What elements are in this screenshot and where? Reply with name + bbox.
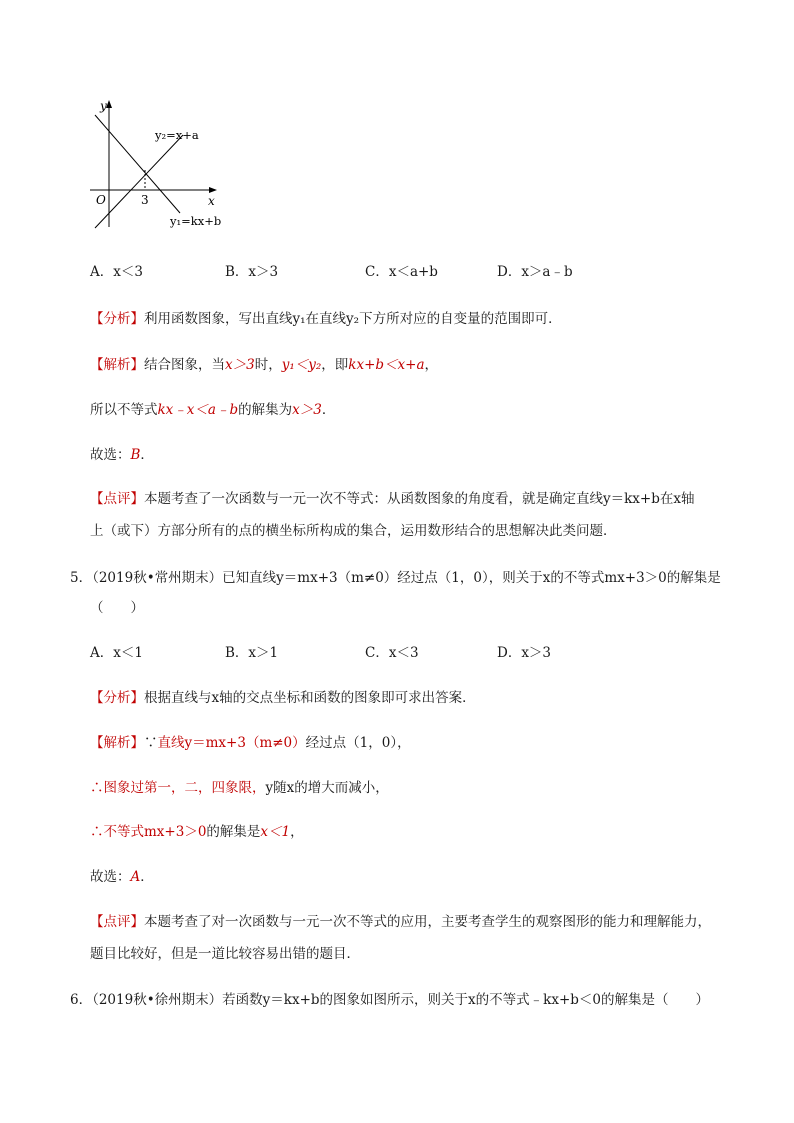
q4-answer — [90, 445, 154, 465]
q5-option-b: B．x＞1 — [225, 645, 279, 661]
q5-fenxi-text: 根据直线与x轴的交点坐标和函数的图象即可求出答案． — [144, 690, 476, 706]
q5-option-d: D．x＞3 — [497, 645, 552, 661]
x-axis-label: x — [208, 194, 215, 208]
q4-so-line — [90, 400, 335, 420]
so-c: ． — [321, 402, 336, 418]
jiexi-tag: 【解析】 — [90, 357, 144, 373]
q5-stem-paren: （ ） — [90, 600, 144, 616]
q5-dianping-text-1: 本题考查了对一次函数与一元一次不等式的应用，主要考查学生的观察图形的能力和理解能力， — [144, 914, 711, 930]
q6-stem-text: （2019秋•徐州期末）若函数y＝kx+b的图象如图所示，则关于x的不等式﹣kx+b＜0的解集是（ ） — [92, 992, 709, 1008]
q6-stem — [70, 990, 709, 1010]
q5-fenxi-tag: 【分析】 — [90, 690, 144, 706]
q5-line2-rest: y随x的增大而减小， — [265, 780, 389, 796]
y-axis-arrow — [106, 100, 112, 108]
q5-dianping-2: 题目比较好，但是一道比较容易出错的题目． — [90, 946, 360, 962]
q5-line2-red: ∴图象过第一，二，四象限， — [90, 780, 266, 796]
function-graph — [85, 95, 235, 235]
q5-line2 — [90, 778, 389, 798]
q5-stem-text: （2019秋•常州期末）已知直线y＝mx+3（m≠0）经过点（1，0），则关于x的不等式mx+3＞0的解集是 — [92, 570, 721, 586]
q4-dianping-1 — [90, 489, 695, 509]
y-axis-label: y — [100, 99, 107, 113]
q5-jiexi-red: 直线y＝mx+3（m≠0） — [157, 735, 306, 751]
so-ineq: kx﹣x＜a﹣b — [157, 402, 239, 418]
fenxi-text: 利用函数图象，写出直线y₁在直线y₂下方所对应的自变量的范围即可． — [144, 311, 562, 327]
q4-option-b: B．x＞3 — [225, 264, 279, 280]
q5-answer-label: 故选： — [90, 869, 131, 885]
q5-stem — [70, 568, 721, 588]
dianping-tag: 【点评】 — [90, 491, 144, 507]
q5-option-a: A．x＜1 — [90, 645, 143, 661]
q5-answer-value: A — [130, 869, 141, 885]
q5-jiexi — [90, 733, 411, 753]
fenxi-tag: 【分析】 — [90, 311, 144, 327]
so-res: x＞3 — [292, 402, 322, 418]
jiexi-text-d: ， — [424, 357, 439, 373]
q5-because: ∵ — [144, 735, 158, 751]
q6-number: 6． — [70, 992, 93, 1008]
q4-option-d: D．x＞a﹣b — [497, 264, 573, 280]
q4-fenxi — [90, 309, 562, 329]
q5-number: 5． — [70, 570, 93, 586]
answer-value: B — [130, 447, 141, 463]
answer-end: ． — [140, 447, 154, 463]
q5-line3 — [90, 822, 304, 842]
origin-label: O — [96, 193, 106, 207]
q4-dianping-2: 上（或下）方部分所有的点的横坐标所构成的集合，运用数形结合的思想解决此类问题． — [90, 523, 617, 539]
jiexi-text-b: 时， — [254, 357, 282, 373]
jiexi-cond: x＞3 — [225, 357, 255, 373]
y1-label: y₁=kx+b — [170, 214, 222, 228]
x-axis-arrow — [209, 187, 217, 193]
q4-jiexi — [90, 355, 438, 375]
y2-label: y₂=x+a — [155, 128, 199, 142]
q5-answer-end: ． — [140, 869, 154, 885]
jiexi-ineq: kx+b＜x+a — [348, 357, 425, 373]
q5-line3-red: ∴不等式mx+3＞0 — [90, 824, 207, 840]
q5-dianping-1 — [90, 912, 711, 932]
so-b: 的解集为 — [238, 402, 293, 418]
q4-option-a: A．x＜3 — [90, 264, 143, 280]
answer-label: 故选： — [90, 447, 131, 463]
jiexi-rel: y₁＜y₂ — [281, 357, 322, 373]
q5-line3-res: x＜1 — [260, 824, 291, 840]
q5-option-c: C．x＜3 — [365, 645, 419, 661]
tick-3-label: 3 — [141, 193, 149, 207]
jiexi-text-a: 结合图象，当 — [144, 357, 225, 373]
so-a: 所以不等式 — [90, 402, 158, 418]
q5-answer — [90, 867, 154, 887]
q5-jiexi-rest: 经过点（1，0）， — [305, 735, 411, 751]
q5-jiexi-tag: 【解析】 — [90, 735, 144, 751]
q5-fenxi — [90, 688, 476, 708]
q5-dianping-tag: 【点评】 — [90, 914, 144, 930]
q5-line3-end: ， — [290, 824, 304, 840]
dianping-text-1: 本题考查了一次函数与一元一次不等式：从函数图象的角度看，就是确定直线y＝kx+b在x轴 — [144, 491, 695, 507]
jiexi-text-c: ，即 — [321, 357, 349, 373]
q4-option-c: C．x＜a+b — [365, 264, 438, 280]
q5-line3-mid: 的解集是 — [206, 824, 261, 840]
